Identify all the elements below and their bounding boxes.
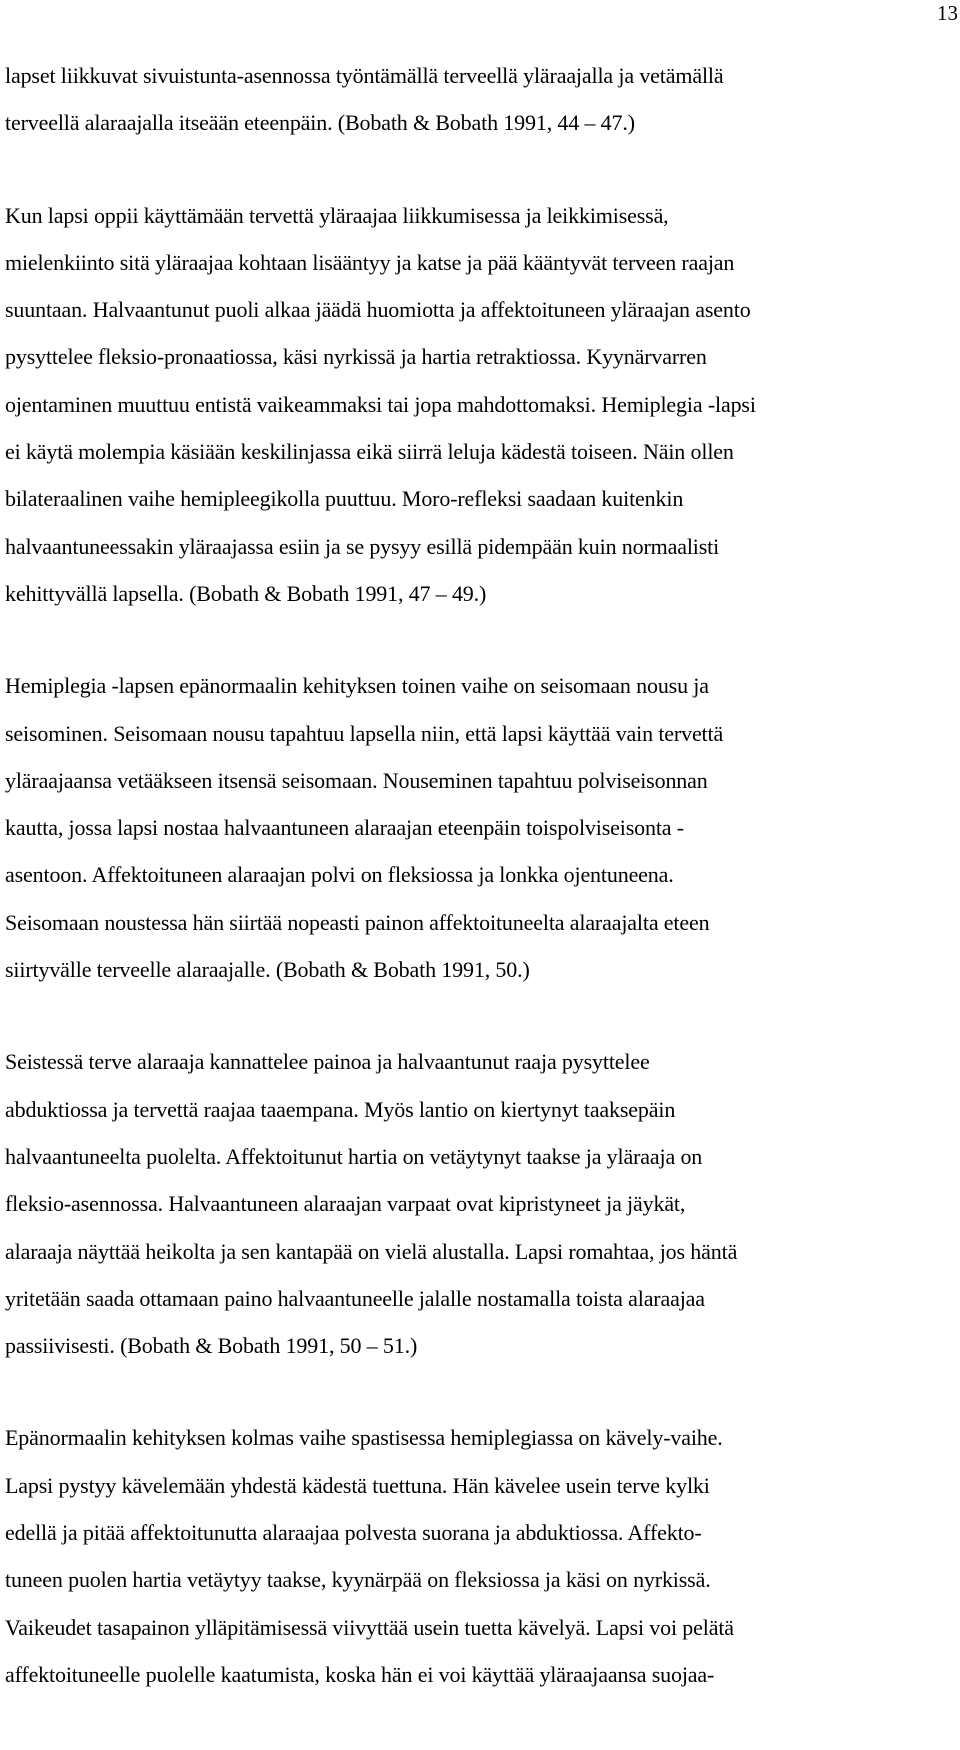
text-line: abduktiossa ja tervettä raajaa taaempana. Myös lantio on kiertynyt taaksepäin [5, 1096, 676, 1122]
text-line: seisominen. Seisomaan nousu tapahtuu lapsella niin, että lapsi käyttää vain tervettä [5, 720, 724, 746]
text-line: fleksio-asennossa. Halvaantuneen alaraajan varpaat ovat kipristyneet ja jäykät, [5, 1191, 686, 1217]
paragraph-2 [5, 192, 945, 618]
text-line: asentoon. Affektoituneen alaraajan polvi on fleksiossa ja lonkka ojentuneena. [5, 862, 674, 888]
text-line: Seistessä terve alaraaja kannattelee painoa ja halvaantunut raaja pysyttelee [5, 1049, 650, 1075]
text-line: Vaikeudet tasapainon ylläpitämisessä viivyttää usein tuetta kävelyä. Lapsi voi pelätä [5, 1614, 734, 1640]
text-line: siirtyvälle terveelle alaraajalle. (Bobath & Bobath 1991, 50.) [5, 957, 530, 983]
text-line: halvaantuneessakin yläraajassa esiin ja se pysyy esillä pidempään kuin normaalisti [5, 533, 720, 559]
text-line: mielenkiinto sitä yläraajaa kohtaan lisääntyy ja katse ja pää kääntyvät terveen raajan [5, 249, 735, 275]
text-line: suuntaan. Halvaantunut puoli alkaa jäädä huomiotta ja affektoituneen yläraajan asento [5, 297, 751, 323]
text-line: yritetään saada ottamaan paino halvaantuneelle jalalle nostamalla toista alaraajaa [5, 1285, 705, 1311]
text-line: ojentaminen muuttuu entistä vaikeammaksi tai jopa mahdottomaksi. Hemiplegia -lapsi [5, 391, 756, 417]
text-line: terveellä alaraajalla itseään eteenpäin. (Bobath & Bobath 1991, 44 – 47.) [5, 110, 635, 136]
text-line: kautta, jossa lapsi nostaa halvaantuneen alaraajan eteenpäin toispolviseisonta - [5, 815, 684, 841]
text-line: yläraajaansa vetääkseen itsensä seisomaan. Nouseminen tapahtuu polviseisonnan [5, 767, 708, 793]
text-line: bilateraalinen vaihe hemipleegikolla puuttuu. Moro-refleksi saadaan kuitenkin [5, 486, 684, 512]
document-body [5, 52, 945, 1750]
text-line: tuneen puolen hartia vetäytyy taakse, kyynärpää on fleksiossa ja käsi on nyrkissä. [5, 1567, 711, 1593]
text-line: affektoituneelle puolelle kaatumista, koska hän ei voi käyttää yläraajaansa suojaa- [5, 1661, 715, 1687]
text-line: pysyttelee fleksio-pronaatiossa, käsi nyrkissä ja hartia retraktiossa. Kyynärvarren [5, 344, 707, 370]
text-line: Seisomaan noustessa hän siirtää nopeasti painon affektoituneelta alaraajalta eteen [5, 909, 710, 935]
paragraph-5 [5, 1414, 945, 1698]
page-number: 13 [937, 1, 958, 25]
text-line: alaraaja näyttää heikolta ja sen kantapää on vielä alustalla. Lapsi romahtaa, jos häntä [5, 1238, 738, 1264]
text-line: halvaantuneelta puolelta. Affektoitunut hartia on vetäytynyt taakse ja yläraaja on [5, 1143, 703, 1169]
paragraph-1 [5, 52, 945, 147]
text-line: lapset liikkuvat sivuistunta-asennossa työntämällä terveellä yläraajalla ja vetämällä [5, 63, 724, 88]
text-line: kehittyvällä lapsella. (Bobath & Bobath 1991, 47 – 49.) [5, 580, 487, 606]
text-line: Hemiplegia -lapsen epänormaalin kehityksen toinen vaihe on seisomaan nousu ja [5, 673, 709, 699]
text-line: Lapsi pystyy kävelemään yhdestä kädestä tuettuna. Hän kävelee usein terve kylki [5, 1472, 710, 1498]
text-line: Epänormaalin kehityksen kolmas vaihe spastisessa hemiplegiassa on kävely-vaihe. [5, 1425, 723, 1451]
text-line: passiivisesti. (Bobath & Bobath 1991, 50 – 51.) [5, 1333, 418, 1359]
paragraph-3 [5, 662, 945, 993]
text-line: Kun lapsi oppii käyttämään tervettä yläraajaa liikkumisessa ja leikkimisessä, [5, 202, 669, 228]
paragraph-4 [5, 1038, 945, 1369]
text-line: edellä ja pitää affektoitunutta alaraajaa polvesta suorana ja abduktiossa. Affekto- [5, 1520, 702, 1546]
text-line: ei käytä molempia käsiään keskilinjassa eikä siirrä leluja kädestä toiseen. Näin ollen [5, 439, 734, 465]
